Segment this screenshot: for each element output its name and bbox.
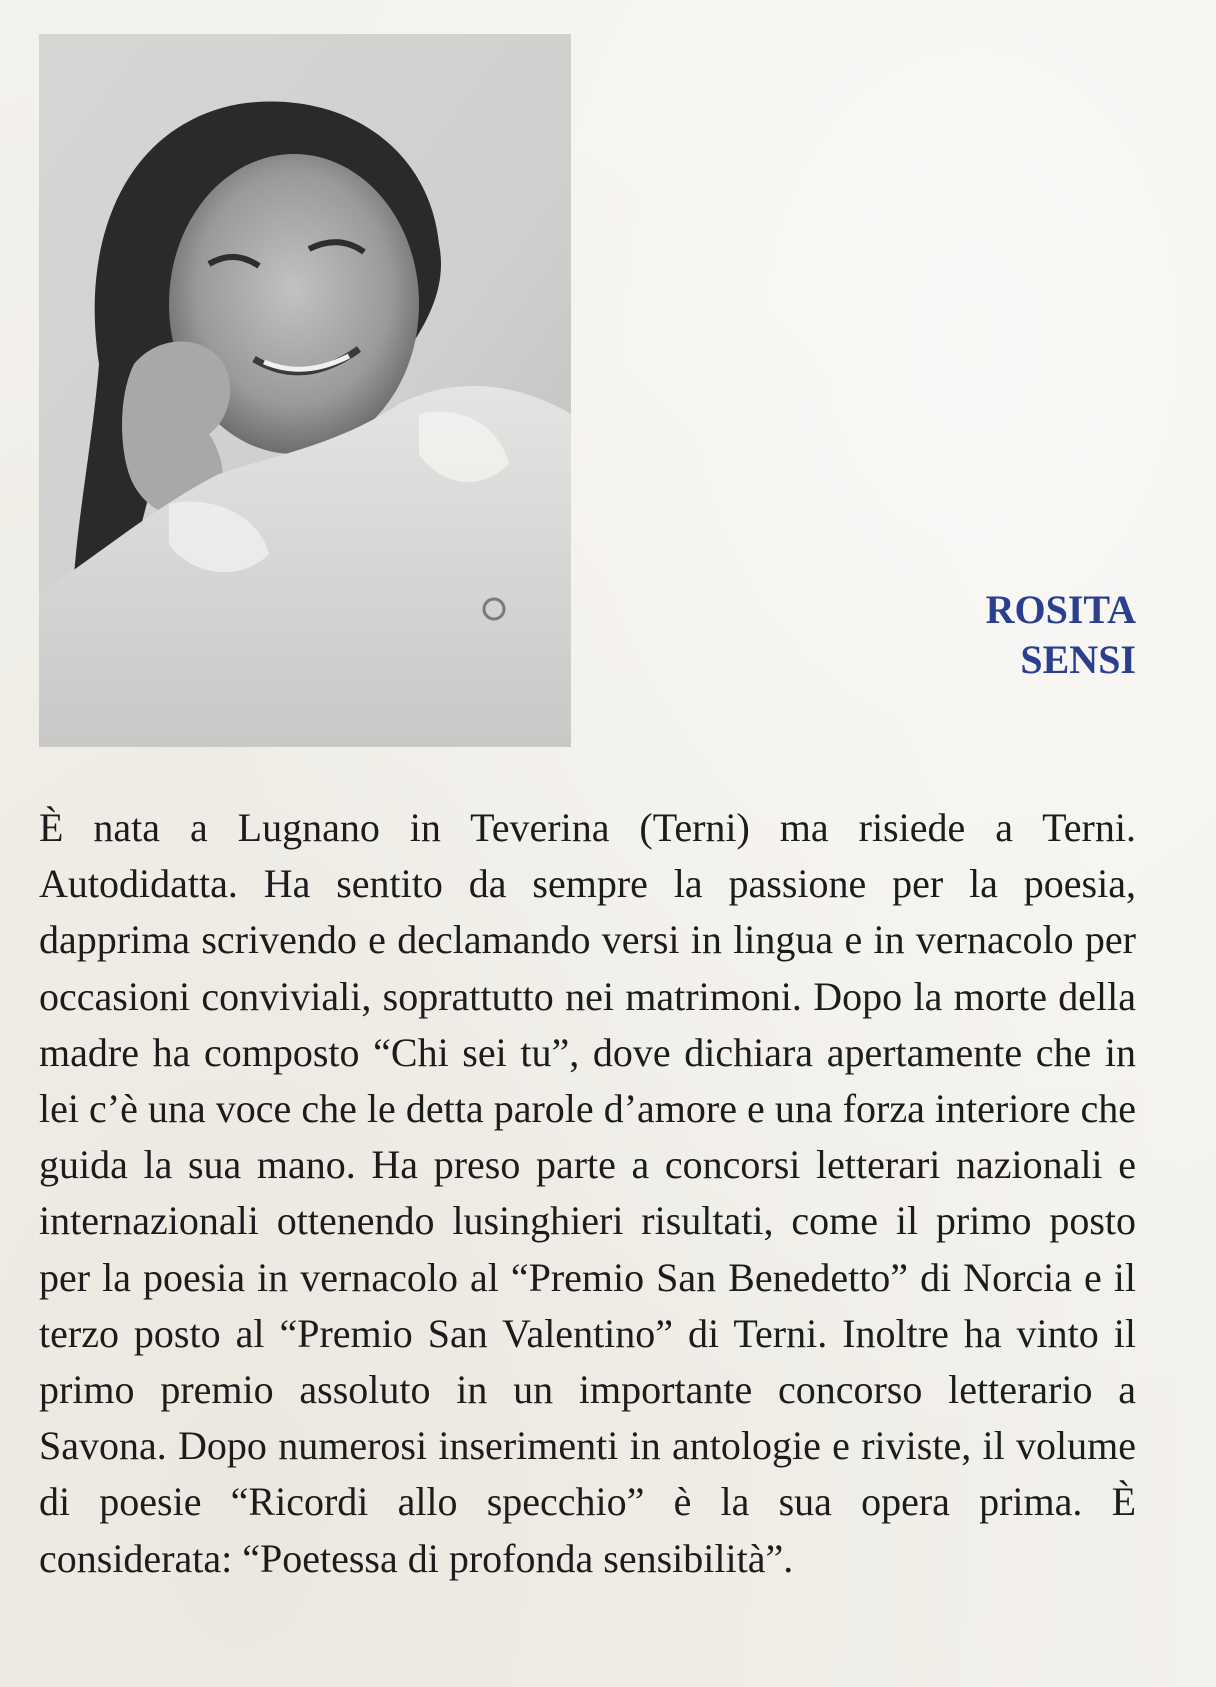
author-name <box>986 585 1136 685</box>
portrait-photo-icon <box>39 34 571 747</box>
author-portrait-photo <box>39 34 571 747</box>
author-last-name: SENSI <box>1020 637 1136 682</box>
author-biography: È nata a Lugnano in Teverina (Terni) ma risiede a Terni. Autodidatta. Ha sentito da sempre la passione per la poesia, dapprima scrivendo e declamando versi in lingua e in vernacolo per occasioni conviviali, soprattutto nei matrimoni. Dopo la morte della madre ha composto “Chi sei tu”, dove dichiara apertamente che in lei c’è una voce che le detta parole d’amore e una forza interiore che guida la sua mano. Ha preso parte a concorsi letterari nazionali e internazionali ottenendo lusinghieri risultati, come il primo posto per la poesia in vernacolo al “Premio San Benedetto” di Norcia e il terzo posto al “Premio San Valentino” di Terni. Inoltre ha vinto il primo premio assoluto in un importante concorso letterario a Savona. Dopo numerosi inserimenti in antologie e riviste, il volume di poesie “Ricordi allo specchio” è la sua opera prima. È considerata: “Poetessa di profonda sensibilità”. <box>39 805 1136 1581</box>
author-first-name: ROSITA <box>985 587 1136 632</box>
